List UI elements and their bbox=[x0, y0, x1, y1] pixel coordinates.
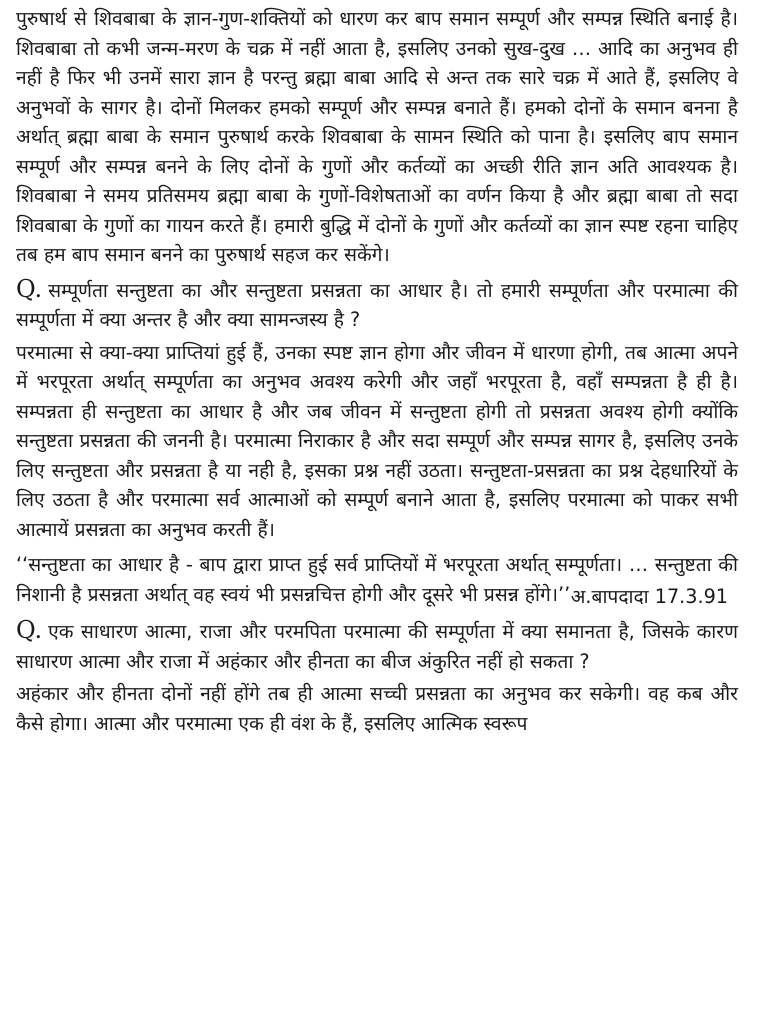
question-2 bbox=[16, 616, 738, 676]
question-2-text: एक साधारण आत्मा, राजा और परमपिता परमात्मा की सम्पूर्णता में क्या समानता है, जिसके कारण साधारण आत्मा और राजा में अहंकार और हीनता का बीज अंकुरित नहीं हो सकता ? bbox=[16, 620, 738, 673]
answer-2-paragraph: अहंकार और हीनता दोनों नहीं होंगे तब ही आत्मा सच्ची प्रसन्नता का अनुभव कर सकेगी। वह कब और कैसे होगा। आत्मा और परमात्मा एक ही वंश के हैं, इसलिए आत्मिक स्वरूप bbox=[16, 682, 738, 735]
intro-paragraph: पुरुषार्थ से शिवबाबा के ज्ञान-गुण-शक्तियों को धारण कर बाप समान सम्पूर्ण और सम्पन्न स्थिति बनाई है। शिवबाबा तो कभी जन्म-मरण के चक्र में नहीं आता है, इसलिए उनको सुख-दुख … आदि का अनुभव ही नहीं है फिर भी उनमें सारा ज्ञान है परन्तु ब्रह्मा बाबा आदि से अन्त तक सारे चक्र में आते हैं, इसलिए वे अनुभवों के सागर है। दोनों मिलकर हमको सम्पूर्ण और सम्पन्न बनाते हैं। हमको दोनों के समान बनना है अर्थात् ब्रह्मा बाबा के समान पुरुषार्थ करके शिवबाबा के सामन स्थिति को पाना है। इसलिए बाप समान सम्पूर्ण और सम्पन्न बनने के लिए दोनों के गुणों और कर्तव्यों का अच्छी रीति ज्ञान अति आवश्यक है। शिवबाबा ने समय प्रतिसमय ब्रह्मा बाबा के गुणों-विशेषताओं का वर्णन किया है और ब्रह्मा बाबा तो सदा शिवबाबा के गुणों का गायन करते हैं। हमारी बुद्धि में दोनों के गुणों और कर्तव्यों का ज्ञान स्पष्ट रहना चाहिए तब हम बाप समान बनने का पुरुषार्थ सहज कर सकेंगे। bbox=[16, 7, 738, 266]
question-1-text: सम्पूर्णता सन्तुष्टता का और सन्तुष्टता प्रसन्नता का आधार है। तो हमारी सम्पूर्णता और परमात्मा की सम्पूर्णता में क्या अन्तर है और क्या सामन्जस्य है ? bbox=[16, 278, 738, 331]
question-marker: Q. bbox=[16, 616, 43, 644]
answer-1-paragraph: परमात्मा से क्या-क्या प्राप्तियां हुई हैं, उनका स्पष्ट ज्ञान होगा और जीवन में धारणा होगी, तब आत्मा अपने में भरपूरता अर्थात् सम्पूर्णता का अनुभव अवश्य करेगी और जहाँ भरपूरता है, वहाँ सम्पन्नता है ही है। सम्पन्नता ही सन्तुष्टता का आधार है और जब जीवन में सन्तुष्टता होगी तो प्रसन्नता अवश्य होगी क्योंकि सन्तुष्टता प्रसन्नता की जननी है। परमात्मा निराकार है और सदा सम्पूर्ण और सम्पन्न सागर है, इसलिए उनके लिए सन्तुष्टता और प्रसन्नता है या नही है, इसका प्रश्न नहीं उठता। सन्तुष्टता-प्रसन्नता का प्रश्न देहधारियों के लिए उठता है और परमात्मा सर्व आत्माओं को सम्पूर्ण बनाने आता है, इसलिए परमात्मा को पाकर सभी आत्मायें प्रसन्नता का अनुभव करती हैं। bbox=[16, 340, 738, 541]
quotation-source: अ.बापदादा 17.3.91 bbox=[570, 584, 728, 608]
quotation: ‘‘सन्तुष्टता का आधार है - बाप द्वारा प्राप्त हुई सर्व प्राप्तियों में भरपूरता अर्थात् सम्पूर्णता। … सन्तुष्टता की निशानी है प्रसन्नता अर्थात् वह स्वयं भी प्रसन्नचित्त होगी और दूसरे भी प्रसन्न होंगे।’’ bbox=[16, 553, 738, 606]
question-1 bbox=[16, 275, 738, 335]
question-marker: Q. bbox=[16, 274, 43, 303]
